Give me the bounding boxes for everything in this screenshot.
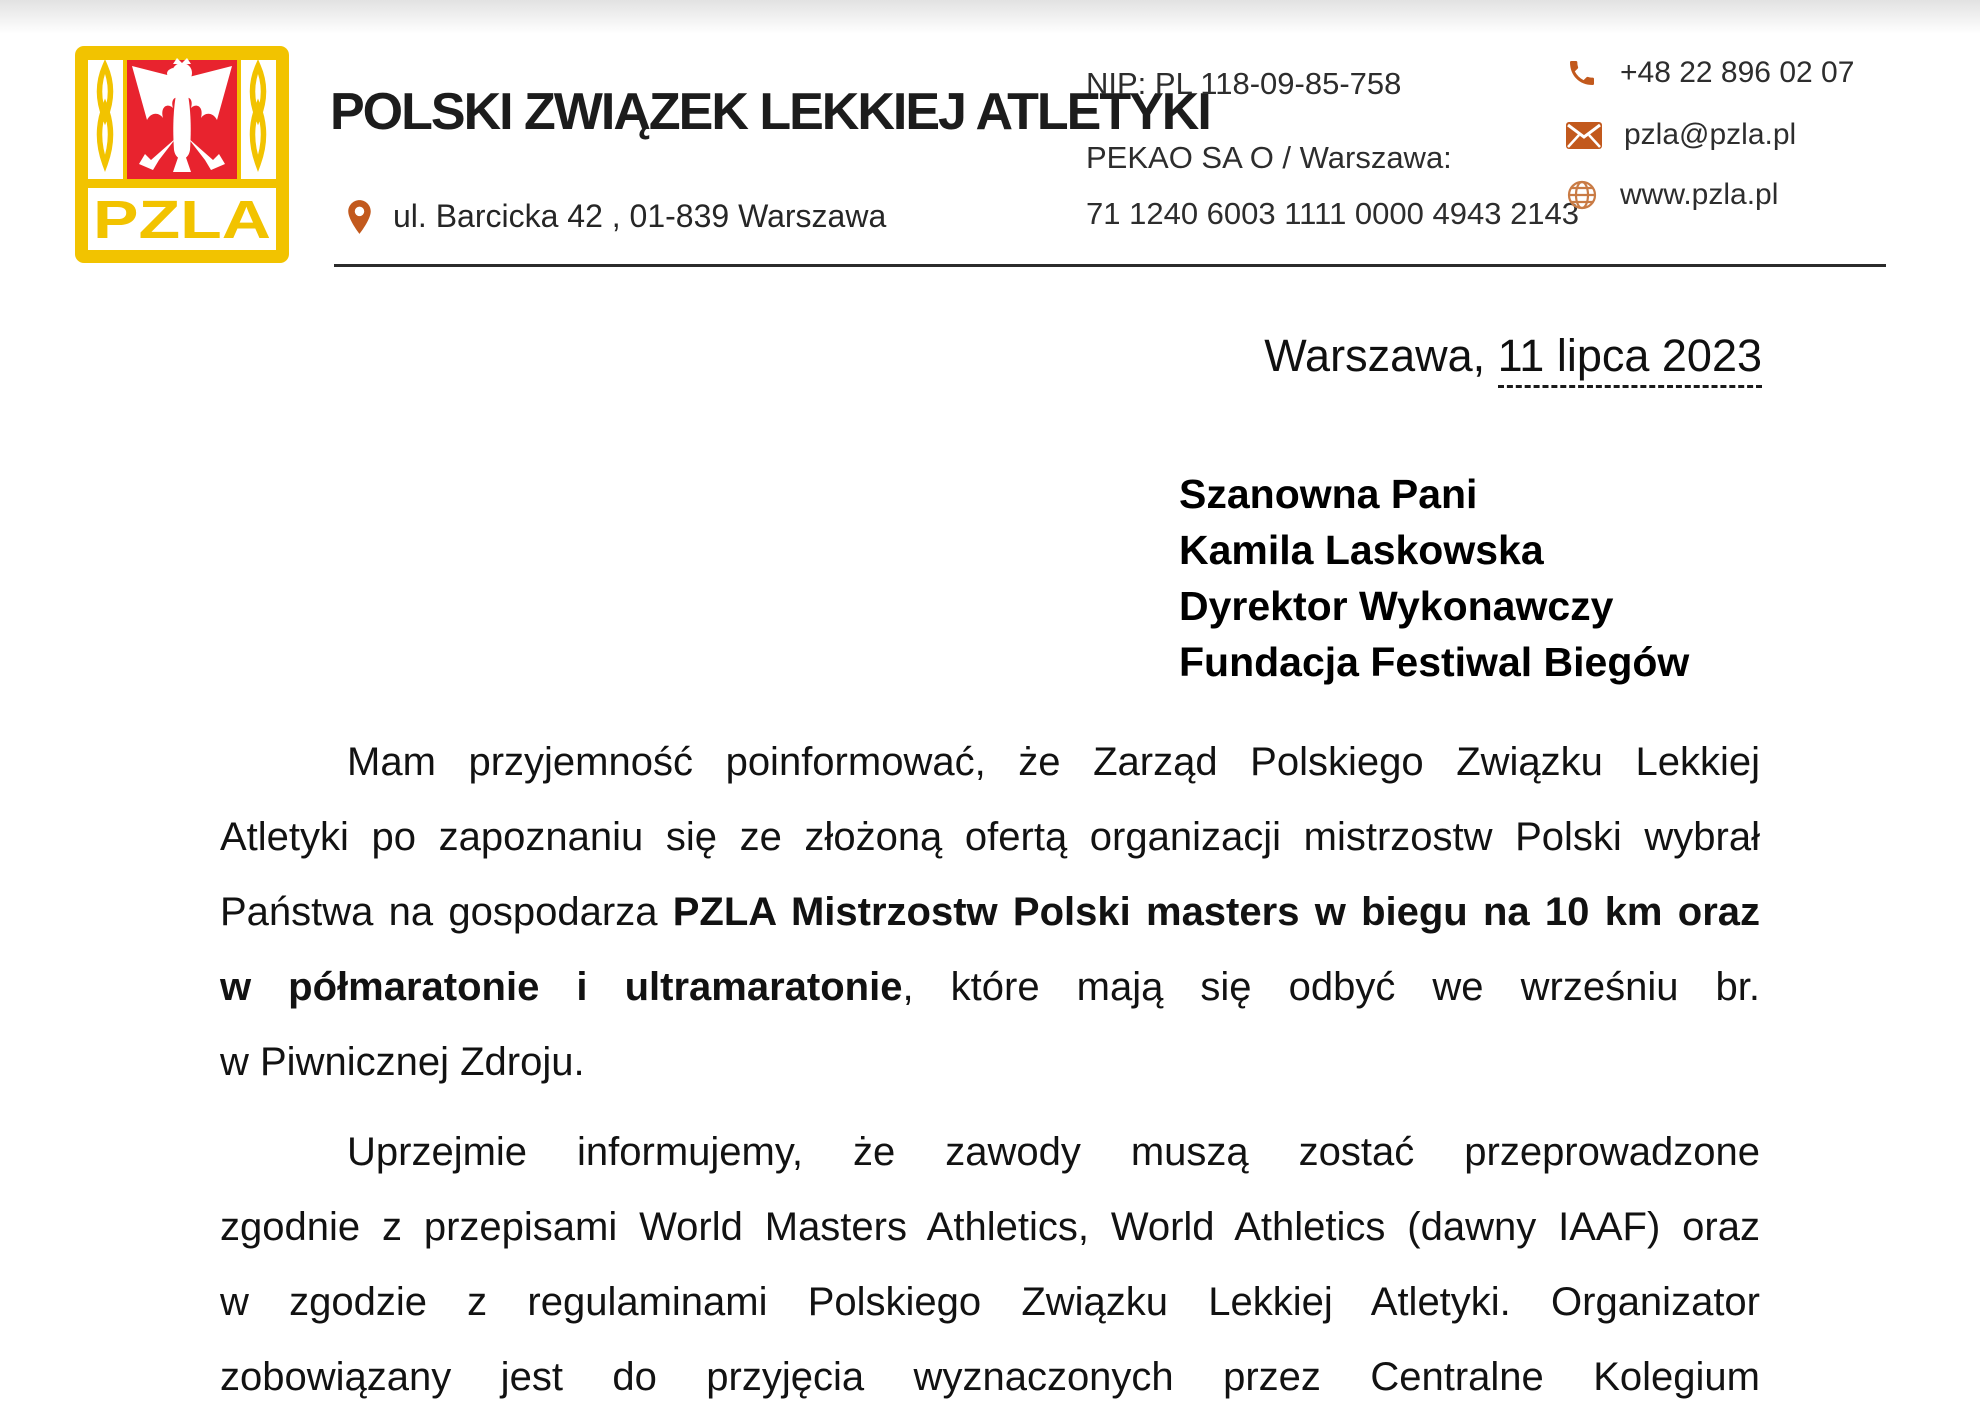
body-line: zobowiązany jest do przyjęcia wyznaczonych przez Centralne Kolegium — [220, 1355, 1760, 1399]
body-line: Uprzejmie informujemy, że zawody muszą zostać przeprowadzone — [347, 1130, 1760, 1174]
globe-icon — [1566, 179, 1598, 211]
body-text: Państwa na gospodarza — [220, 890, 673, 934]
website-row — [1566, 178, 1778, 212]
date-value: 11 lipca 2023 — [1498, 330, 1762, 388]
date-line — [1264, 330, 1762, 382]
recipient-name: Kamila Laskowska — [1179, 527, 1544, 573]
recipient-block — [1179, 466, 1689, 690]
body-line: w zgodzie z regulaminami Polskiego Związku Lekkiej Atletyki. Organizator — [220, 1280, 1760, 1324]
body-text-bold: PZLA Mistrzostw Polski masters w biegu na 10 km oraz — [672, 890, 1761, 934]
pzla-logo — [75, 46, 289, 263]
email-row — [1566, 118, 1796, 152]
bank-name-text: PEKAO SA O / Warszawa: — [1086, 140, 1452, 175]
phone-text: +48 22 896 02 07 — [1620, 56, 1855, 89]
recipient-salutation: Szanowna Pani — [1179, 471, 1478, 517]
logo-text: PZLA — [93, 190, 271, 250]
body-line — [220, 950, 1760, 1025]
phone-icon — [1566, 57, 1598, 89]
body-line — [220, 875, 1760, 950]
letter-body — [220, 725, 1760, 1410]
nip-text: NIP: PL 118-09-85-758 — [1086, 66, 1402, 101]
address-row — [346, 198, 886, 235]
location-pin-icon — [346, 199, 373, 235]
body-line: Atletyki po zapoznaniu się ze złożoną ofertą organizacji mistrzostw Polski wybrał — [220, 815, 1760, 859]
pzla-logo-icon — [75, 46, 289, 263]
recipient-organization: Fundacja Festiwal Biegów — [1179, 639, 1690, 685]
bank-account-text: 71 1240 6003 1111 0000 4943 2143 — [1086, 196, 1580, 231]
org-name: POLSKI ZWIĄZEK LEKKIEJ ATLETYKI — [330, 83, 1210, 141]
email-text: pzla@pzla.pl — [1624, 118, 1797, 151]
body-text: , które mają się odbyć we wrześniu br. — [902, 965, 1760, 1009]
body-text-bold: w półmaratonie i ultramaratonie — [220, 965, 903, 1009]
address-text: ul. Barcicka 42 , 01-839 Warszawa — [393, 198, 887, 234]
envelope-icon — [1566, 122, 1602, 149]
body-line: w Piwnicznej Zdroju. — [220, 1040, 585, 1084]
body-line: zgodnie z przepisami World Masters Athletics, World Athletics (dawny IAAF) oraz — [220, 1205, 1760, 1249]
paragraph-2 — [220, 1115, 1760, 1410]
date-place: Warszawa, — [1264, 330, 1498, 381]
phone-row — [1566, 56, 1854, 90]
recipient-title: Dyrektor Wykonawczy — [1179, 583, 1614, 629]
header-divider — [334, 264, 1886, 267]
body-line: Mam przyjemność poinformować, że Zarząd Polskiego Związku Lekkiej — [347, 740, 1760, 784]
paragraph-1 — [220, 725, 1760, 1100]
page-top-shadow — [0, 0, 1980, 34]
website-text: www.pzla.pl — [1620, 178, 1779, 211]
